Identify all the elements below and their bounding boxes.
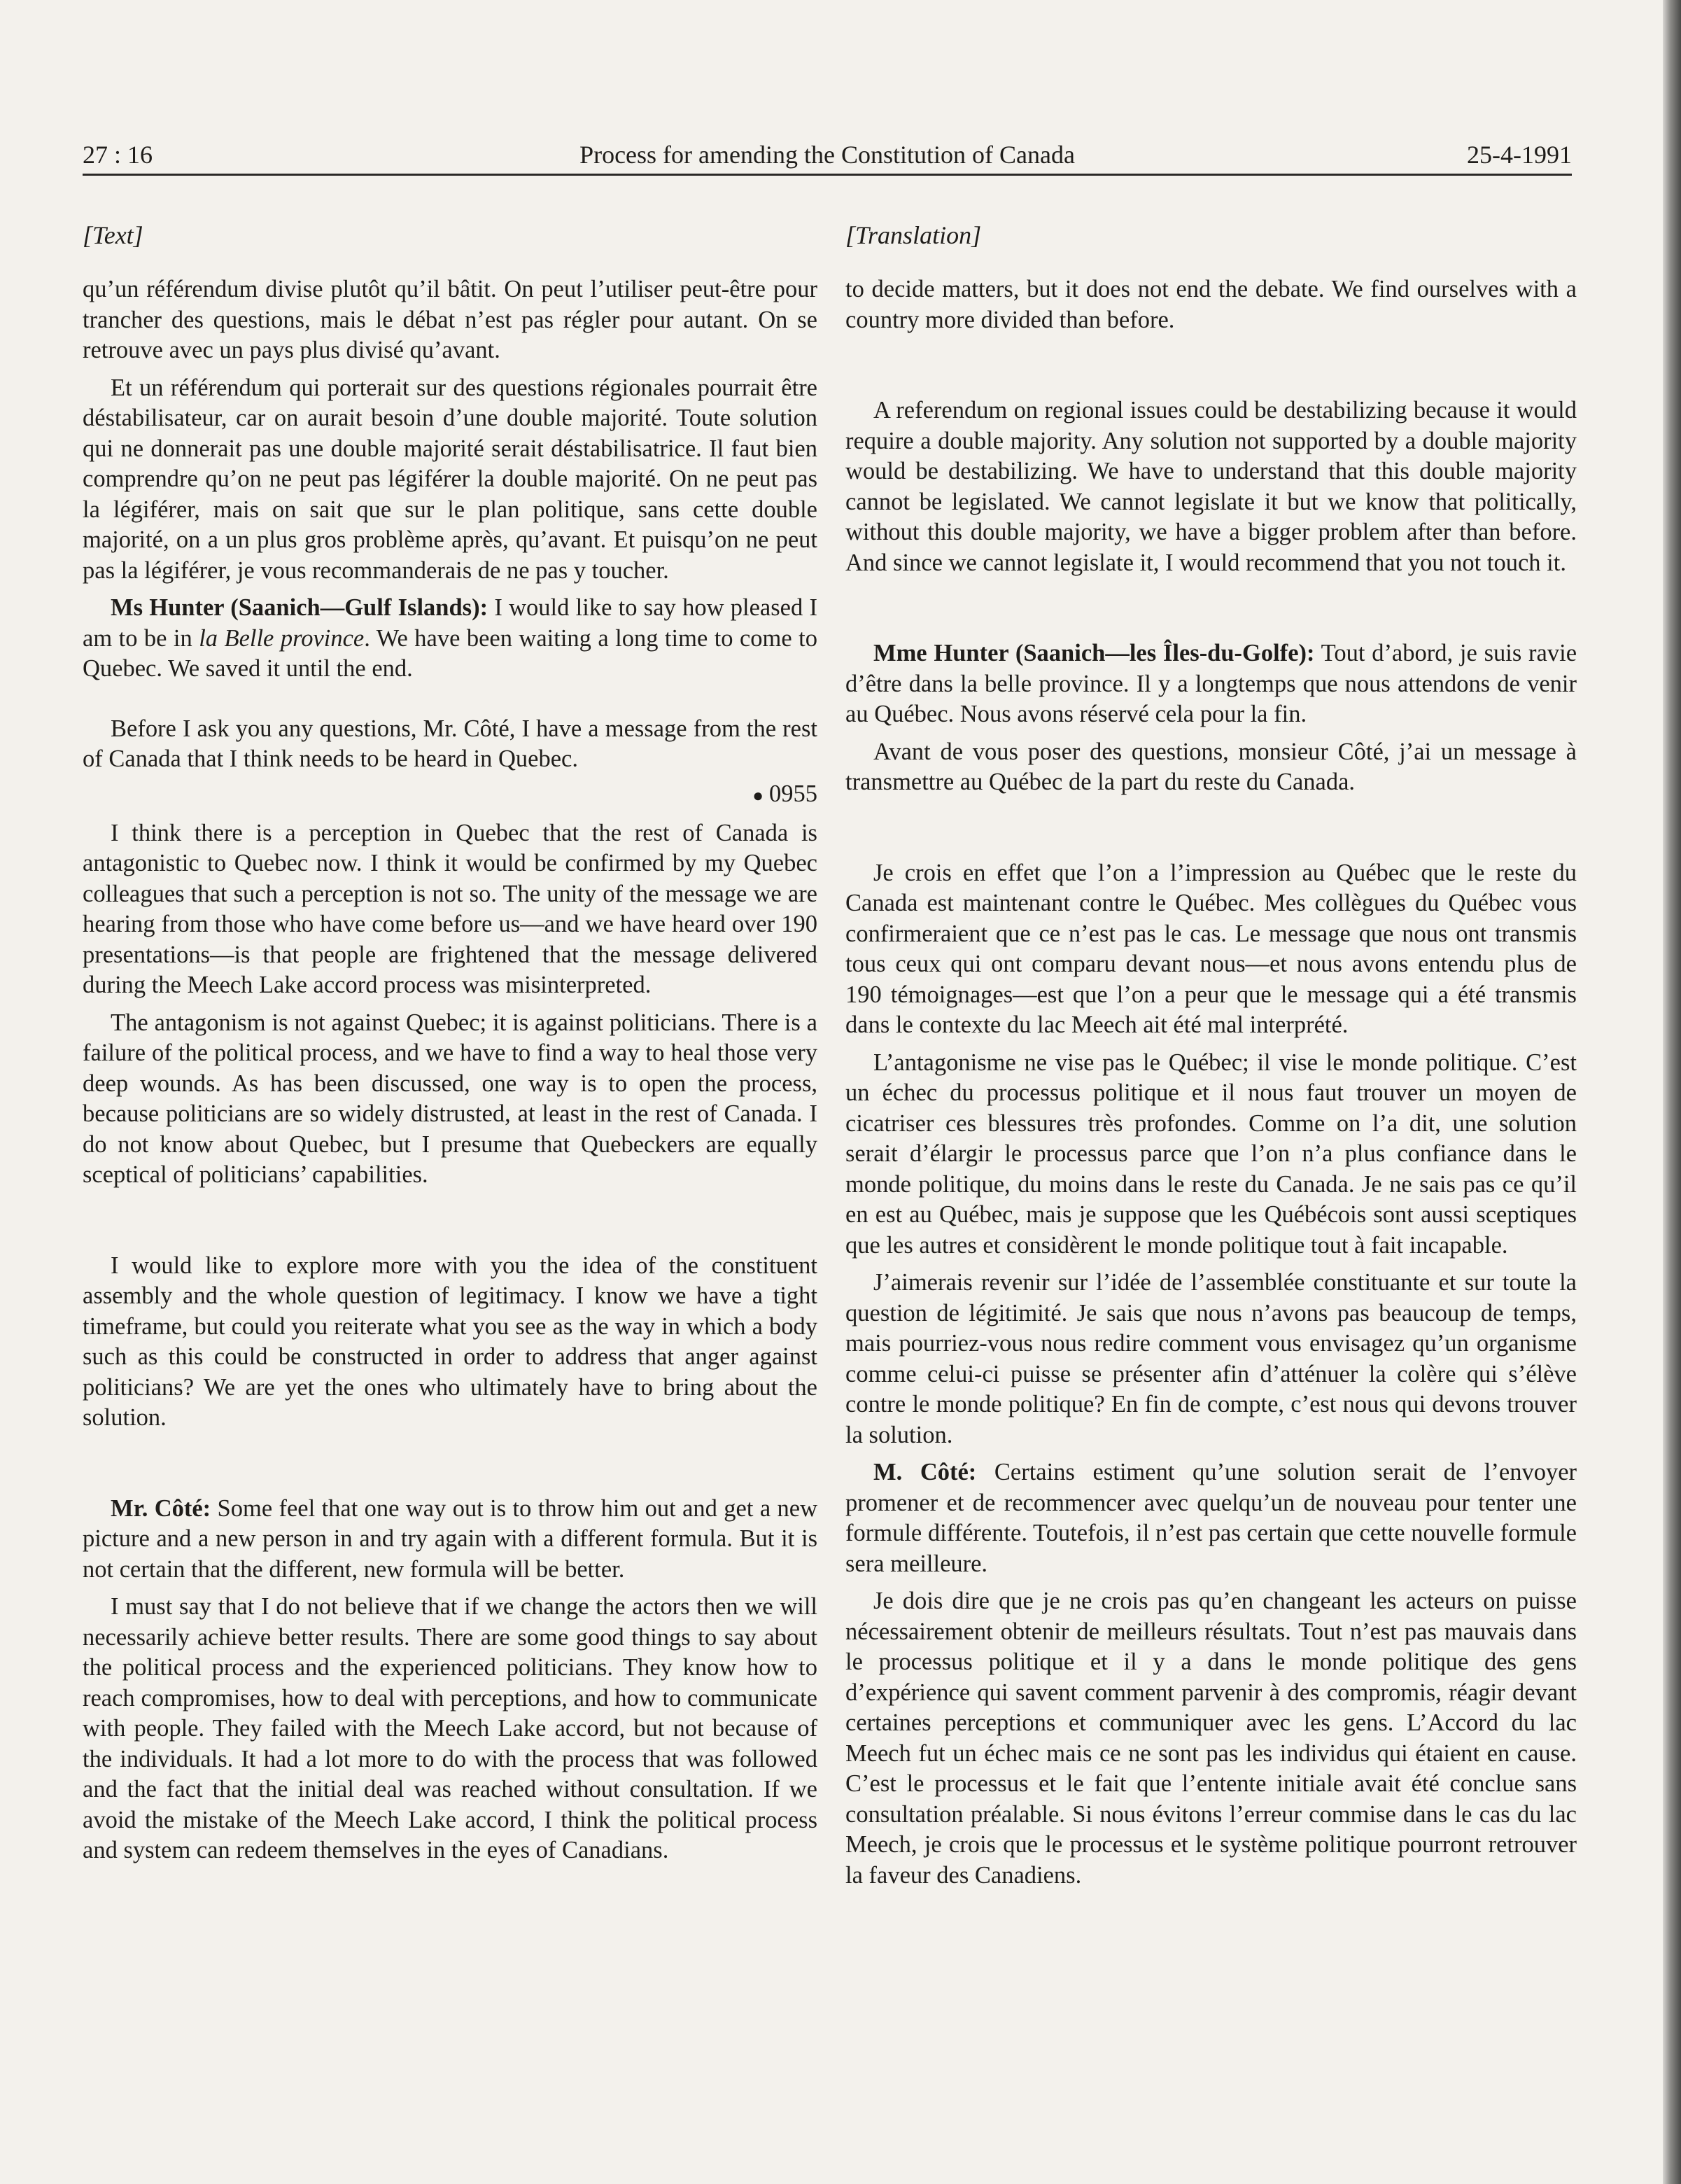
speech-text: Certains estiment qu’une solution serait de l’envoyer promener et de recommencer avec quelqu’un de nouveau pour tenter une formule différente. Toutefois, il n’est pas certain que cette nouvelle formule sera meilleure. bbox=[845, 1459, 1577, 1577]
paragraph: L’antagonisme ne vise pas le Québec; il vise le monde politique. C’est un échec du processus politique et il nous faut trouver un moyen de cicatriser ces blessures très profondes. Comme on l’a dit, une solution serait d’élargir le processus parce que l’on n’a plus confiance dans le monde politique, du moins dans le reste du Canada. Je ne sais pas ce qu’il en est au Québec, mais je suppose que les Québécois sont aussi sceptiques que les autres et considèrent le monde politique tout à fait incapable. bbox=[845, 1049, 1577, 1259]
time-marker bbox=[83, 779, 817, 811]
speaker-name: M. Côté: bbox=[873, 1459, 977, 1486]
paragraph: I think there is a perception in Quebec that the rest of Canada is antagonistic to Quebec now. I think it would be confirmed by my Quebec colleagues that such a perception is not so. The unity of the message we are hearing from those who have come before us—and we have heard over 190 presentations—is that people are frightened that the message delivered during the Meech Lake accord process was misinterpreted. bbox=[83, 819, 817, 999]
paragraph: The antagonism is not against Quebec; it is against politicians. There is a failure of the political process, and we have to find a way to heal those very deep wounds. As has been discussed, one way is to open the process, because politicians are so widely distrusted, at least in the rest of Canada. I do not know about Quebec, but I presume that Quebeckers are equally sceptical of politicians’ capabilities. bbox=[83, 1009, 817, 1189]
right-column-translation bbox=[845, 220, 1577, 1891]
paragraph: Before I ask you any questions, Mr. Côté, I have a message from the rest of Canada that I think needs to be heard in Quebec. bbox=[83, 715, 817, 773]
speech-text: . We have been waiting a long time to come to Quebec. We saved it until the end. bbox=[83, 624, 817, 682]
speech-text: I would like to say how pleased I am to be in bbox=[83, 594, 817, 652]
italic-text: la Belle province bbox=[199, 624, 365, 652]
paragraph: A referendum on regional issues could be destabilizing because it would require a double majority. Any solution not supported by a double majority would be destabilizing. We have to understand that this double majority cannot be legislated. We cannot legislate it but we know that politically, without this double majority, we have a bigger problem after than before. And since we cannot legislate it, I would recommend that you not touch it. bbox=[845, 397, 1577, 576]
column-label-translation: [Translation] bbox=[845, 221, 982, 249]
running-title: Process for amending the Constitution of Canada bbox=[579, 141, 1075, 169]
paragraph: Avant de vous poser des questions, monsieur Côté, j’ai un message à transmettre au Québec de la part du reste du Canada. bbox=[845, 738, 1577, 796]
speech-text: Tout d’abord, je suis ravie d’être dans la belle province. Il y a longtemps que nous attendons de venir au Québec. Nous avons réservé cela pour la fin. bbox=[845, 640, 1577, 728]
bullet-icon: ● bbox=[752, 785, 764, 806]
page-edge-shadow bbox=[1663, 0, 1681, 2184]
column-label-text: [Text] bbox=[83, 221, 143, 249]
speaker-paragraph bbox=[845, 1457, 1577, 1579]
speaker-name: Mme Hunter (Saanich—les Îles-du-Golfe): bbox=[873, 640, 1315, 667]
speaker-name: Ms Hunter (Saanich—Gulf Islands): bbox=[111, 594, 488, 622]
speaker-paragraph bbox=[845, 638, 1577, 730]
paragraph: Je crois en effet que l’on a l’impression au Québec que le reste du Canada est maintenant contre le Québec. Mes collègues du Québec vous confirmeraient que ce n’est pas le cas. Le message que nous ont transmis tous ceux qui ont comparu devant nous—et nous avons entendu plus de 190 témoignages—est que l’on a peur que le message qui a été transmis dans le contexte du lac Meech ait été mal interprété. bbox=[845, 859, 1577, 1039]
paragraph: Et un référendum qui porterait sur des questions régionales pourrait être déstabilisateur, car on aurait besoin d’une double majorité. Toute solution qui ne donnerait pas une double majorité serait déstabilisatrice. Il faut bien comprendre qu’on ne peut pas légiférer la double majorité. On ne peut pas la légiférer, mais on sait que sur le plan politique, sans cette double majorité, on a un plus gros problème après, qu’avant. Et puisqu’on ne peut pas la légiférer, je vous recommanderais de ne pas y toucher. bbox=[83, 374, 817, 584]
speaker-paragraph bbox=[83, 1494, 817, 1586]
page-header bbox=[83, 137, 1572, 176]
left-column-english bbox=[83, 220, 817, 1866]
paragraph: to decide matters, but it does not end the debate. We find ourselves with a country more divided than before. bbox=[845, 276, 1577, 333]
header-date: 25-4-1991 bbox=[1467, 141, 1572, 169]
speech-text: Some feel that one way out is to throw him out and get a new picture and a new person in and try again with a different formula. But it is not certain that the different, new formula will be better. bbox=[83, 1494, 817, 1583]
paragraph: Je dois dire que je ne crois pas qu’en changeant les acteurs on puisse nécessairement obtenir de meilleurs résultats. Tout n’est pas mauvais dans le processus politique et il y a dans le monde politique des gens d’expérience qui savent comment parvenir à des compromis, réagir devant certaines perceptions et communiquer avec les gens. L’Accord du lac Meech fut un échec mais ce ne sont pas les individus qui étaient en cause. C’est le processus et le fait que l’entente initiale avait été conclue sans consultation préalable. Si nous évitons l’erreur commise dans le cas du lac Meech, je crois que le processus et le système politique pourront retrouver la faveur des Canadiens. bbox=[845, 1588, 1577, 1889]
paragraph: J’aimerais revenir sur l’idée de l’assemblée constituante et sur toute la question de légitimité. Je sais que nous n’avons pas beaucoup de temps, mais pourriez-vous nous redire comment vous envisagez qu’un organisme comme celui-ci puisse se présenter afin d’atténuer la colère qui s’élève contre le monde politique? En fin de compte, c’est nous qui devons trouver la solution. bbox=[845, 1269, 1577, 1448]
time-marker-value: 0955 bbox=[769, 780, 817, 807]
page-number: 27 : 16 bbox=[83, 141, 153, 169]
paragraph: qu’un référendum divise plutôt qu’il bâtit. On peut l’utiliser peut-être pour trancher des questions, mais le débat n’est pas régler pour autant. On se retrouve avec un pays plus divisé qu’avant. bbox=[83, 276, 817, 364]
speaker-name: Mr. Côté: bbox=[111, 1494, 211, 1522]
speaker-paragraph bbox=[83, 593, 817, 685]
paragraph: I must say that I do not believe that if we change the actors then we will necessarily achieve better results. There are some good things to say about the political process and the experienced politicians. They know how to reach compromises, how to deal with perceptions, and how to communicate with people. They failed with the Meech Lake accord, but not because of the individuals. It had a lot more to do with the process that was followed and the fact that the initial deal was reached without consultation. If we avoid the mistake of the Meech Lake accord, I think the political process and system can redeem themselves in the eyes of Canadians. bbox=[83, 1593, 817, 1864]
paragraph: I would like to explore more with you the idea of the constituent assembly and the whole question of legitimacy. I know we have a tight timeframe, but could you reiterate what you see as the way in which a body such as this could be constructed in order to address that anger against politicians? We are yet the ones who ultimately have to bring about the solution. bbox=[83, 1252, 817, 1432]
